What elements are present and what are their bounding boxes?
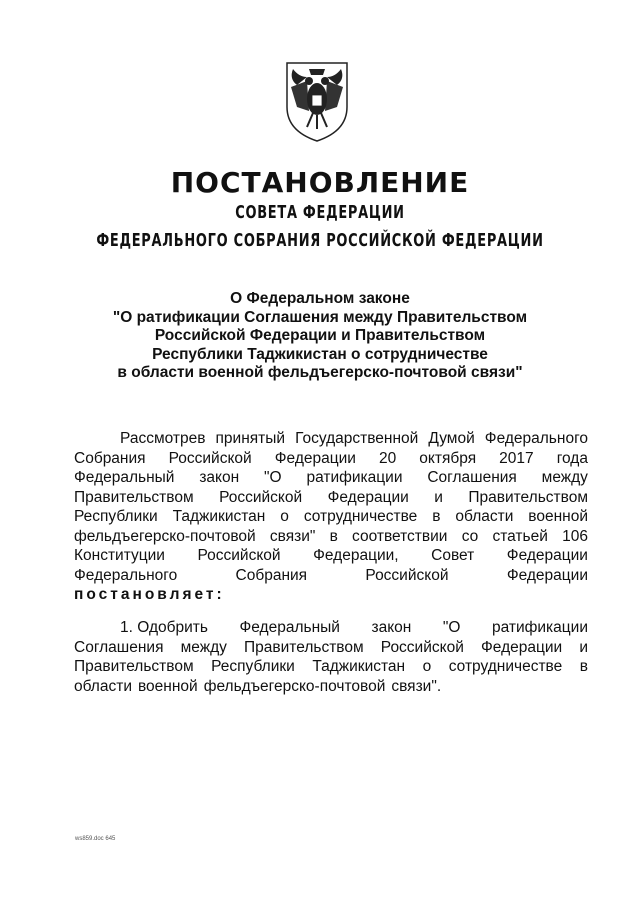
word: статьей — [492, 527, 548, 545]
word: Таджикистан — [172, 508, 266, 525]
word: и — [434, 488, 443, 506]
word: Правительством — [244, 638, 364, 656]
word: Федерального — [484, 430, 588, 447]
word: закон — [371, 619, 412, 636]
issuer-line-2: ФЕДЕРАЛЬНОГО СОБРАНИЯ РОССИЙСКОЙ ФЕДЕРАЦИИ — [96, 230, 544, 251]
word: Правительством — [74, 658, 194, 675]
word: военной — [137, 677, 198, 695]
word: Российской — [219, 488, 303, 506]
word: в — [329, 527, 338, 545]
paragraph-resolution — [74, 618, 588, 696]
word: ратификации — [306, 469, 403, 486]
file-reference: ws859.doc 645 — [75, 836, 116, 842]
word: Государственной — [295, 430, 419, 447]
subject-line: Российской Федерации и Правительством — [154, 327, 486, 344]
subject-line: О Федеральном законе — [230, 290, 410, 307]
word: Правительством — [468, 488, 588, 506]
word: фельдъегерско-почтовой — [203, 677, 386, 695]
document-subject — [80, 290, 560, 383]
word: Рассмотрев — [120, 430, 206, 447]
word: Российской — [380, 638, 464, 656]
word: о — [422, 658, 432, 675]
decree-word: постановляет: — [74, 586, 225, 603]
word: в — [432, 508, 441, 525]
word: Федерации, — [313, 547, 399, 564]
word: Собрания — [74, 449, 146, 467]
word: Российской — [365, 566, 449, 584]
word: 2017 — [499, 449, 534, 467]
word: Российской — [197, 547, 281, 564]
text-line — [74, 546, 588, 566]
text-line — [74, 618, 588, 638]
text-line — [74, 566, 588, 586]
word: октября — [419, 449, 477, 467]
word: закон — [199, 469, 240, 486]
word: ратификации — [491, 619, 588, 636]
word: Думой — [428, 430, 475, 447]
word: Федеральный — [239, 619, 340, 636]
word: Собрания — [235, 566, 308, 584]
word: "О — [442, 619, 461, 636]
word: области — [74, 677, 132, 695]
coat-of-arms-icon — [277, 55, 357, 145]
word: Федерации — [506, 566, 588, 584]
word: военной — [528, 508, 588, 525]
word: "О — [264, 469, 282, 486]
word: сотрудничестве — [303, 508, 418, 525]
word: Конституции — [74, 547, 165, 564]
word: Федерации — [481, 638, 563, 656]
subject-line: "О ратификации Соглашения между Правительством — [112, 308, 528, 326]
word: Совет — [431, 547, 475, 564]
word: связи". — [391, 677, 442, 695]
text-line — [74, 449, 588, 469]
issuer-line-1: СОВЕТА ФЕДЕРАЦИИ — [235, 202, 405, 223]
word: Федерации — [506, 547, 588, 564]
word: и — [579, 638, 588, 656]
text-line — [74, 585, 588, 605]
word: принятый — [215, 430, 286, 447]
word: 106 — [562, 527, 588, 545]
word: Республики — [74, 508, 158, 525]
word: в — [579, 658, 588, 675]
word: связи" — [269, 527, 316, 545]
word: соответствии — [352, 527, 448, 545]
word: фельдъегерско-почтовой — [74, 527, 256, 545]
text-line — [74, 507, 588, 527]
word: Правительством — [74, 488, 194, 506]
word: Федеральный — [74, 469, 175, 486]
text-line — [74, 677, 588, 697]
word: Соглашения — [427, 469, 517, 486]
word: года — [556, 449, 588, 467]
text-line — [74, 488, 588, 508]
text-line — [74, 638, 588, 658]
word: сотрудничестве — [448, 658, 563, 675]
text-line — [74, 468, 588, 488]
text-line — [74, 657, 588, 677]
word: Соглашения — [74, 638, 164, 656]
text-line — [74, 527, 588, 547]
word: Федерации — [327, 488, 409, 506]
word: области — [455, 508, 514, 525]
word: 20 — [378, 449, 397, 467]
word: между — [541, 469, 588, 486]
word: Российской — [168, 449, 252, 467]
subject-line: Республики Таджикистан о сотрудничестве — [152, 345, 488, 363]
word: Федерации — [274, 449, 356, 467]
document-title: ПОСТАНОВЛЕНИЕ — [170, 166, 470, 199]
paragraph-preamble — [74, 429, 588, 605]
word: о — [280, 508, 289, 525]
word: Таджикистан — [312, 658, 406, 675]
word: со — [461, 527, 479, 545]
word: 1. Одобрить — [120, 619, 208, 636]
word: Федерального — [74, 566, 178, 584]
word: между — [180, 638, 227, 656]
text-line — [74, 429, 588, 449]
subject-line: в области военной фельдъегерско-почтовой связи" — [117, 364, 523, 381]
word: Республики — [211, 658, 295, 675]
